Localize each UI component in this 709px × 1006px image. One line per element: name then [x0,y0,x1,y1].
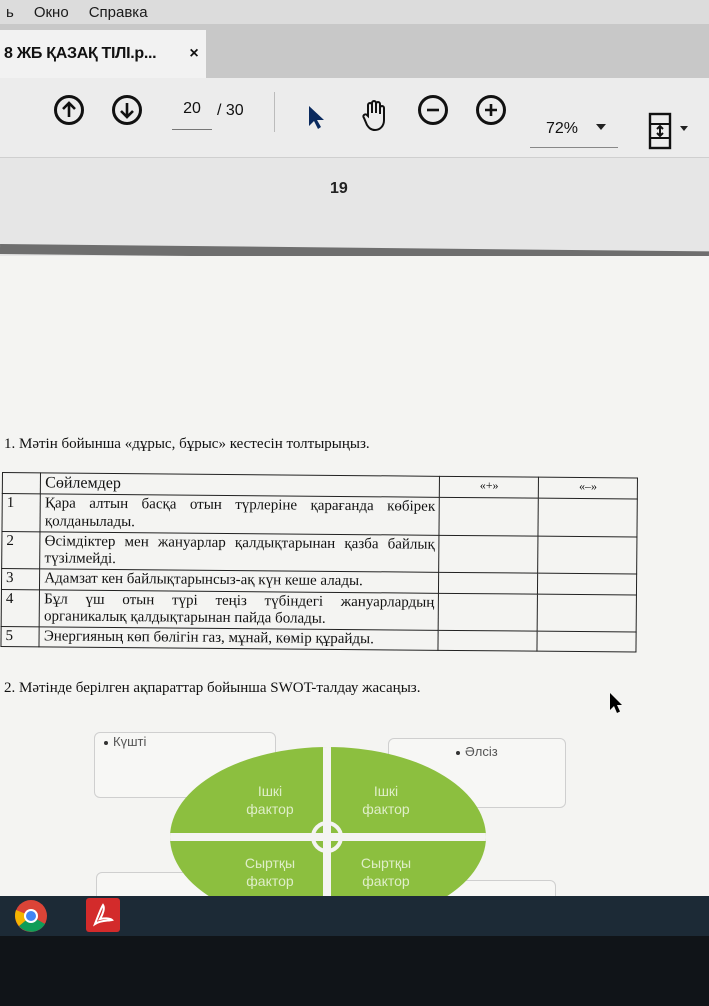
plus-icon [483,102,499,118]
swot-horizontal-divider [166,833,490,841]
row-text: Энергияның көп бөлігін газ, мұнай, көмір құрайды. [39,627,438,651]
document-page [0,256,709,916]
quadrant-tl-line2: фактор [246,801,294,817]
row-number: 2 [2,531,41,569]
previous-page-button[interactable] [54,95,84,125]
row-number: 4 [1,589,40,627]
mouse-cursor [608,692,624,719]
table-header-true: «+» [440,476,539,498]
taskbar [0,896,709,1006]
page-total: / 30 [217,102,244,119]
quadrant-bl-line1: Сыртқы [244,855,296,871]
row-text: Бұл үш отын түрі теңіз түбіндегі жануарлардың органикалық қалдықтарынан пайда болады. [39,589,438,630]
quadrant-tl-line1: Ішкі [257,783,283,799]
true-cell [439,573,538,594]
select-tool-button[interactable] [306,104,326,135]
table-row [2,531,637,574]
hand-icon [360,98,390,132]
table-row [2,494,637,537]
false-cell [538,536,637,574]
zoom-value: 72% [546,120,579,137]
false-cell [537,631,636,652]
true-cell [439,593,538,631]
toolbar [0,78,709,158]
chrome-icon[interactable] [12,898,50,939]
table-row [1,627,636,653]
table-header-false: «–» [538,477,637,499]
row-text: Өсімдіктер мен жануарлар қалдықтарынан қазба байлық түзілмейді. [40,532,439,573]
minus-icon [425,102,441,118]
question-2: 2. Мәтінде берілген ақпараттар бойынша SWOT-талдау жасаңыз. [4,680,421,696]
quadrant-bl-line2: фактор [246,873,294,889]
next-page-button[interactable] [112,95,142,125]
true-cell [439,535,538,573]
table-header-sentences: Сөйлемдер [41,473,440,498]
page-label: 19 [330,180,348,197]
swot-weaknesses-label: Әлсіз [456,744,498,759]
zoom-select[interactable] [530,116,618,148]
tab-title: 8 ЖБ ҚАЗАҚ ТІЛІ.р... [4,45,157,62]
false-cell [537,594,636,632]
document-tab[interactable] [0,30,206,78]
true-false-table [0,472,638,653]
toolbar-divider [274,92,275,132]
quadrant-tr-line1: Ішкі [373,783,399,799]
true-cell [438,630,537,651]
question-1: 1. Мәтін бойынша «дұрыс, бұрыс» кестесін толтырыңыз. [4,436,370,452]
false-cell [538,499,637,537]
fit-page-button[interactable] [648,112,694,157]
cursor-arrow-icon [306,104,326,130]
cursor-arrow-icon [608,692,624,714]
page-number-input[interactable]: 20 [172,100,212,130]
arrow-up-icon [61,101,77,119]
close-tab-button[interactable]: × [189,45,199,62]
arrow-down-icon [119,101,135,119]
row-number: 5 [1,627,39,648]
tab-strip [0,24,709,78]
swot-strengths-label: Күшті [104,734,146,749]
fit-page-icon [648,112,694,152]
hand-tool-button[interactable] [360,98,390,137]
table-header-number [2,473,40,495]
menu-item-file[interactable]: ь [6,3,14,21]
menu-item-window[interactable]: Окно [33,3,69,21]
quadrant-br-line1: Сыртқы [360,855,412,871]
quadrant-br-line2: фактор [362,873,410,889]
menu-bar [0,0,709,24]
true-cell [439,498,538,536]
row-number: 1 [2,494,41,532]
document-viewport[interactable] [0,158,709,896]
menu-item-help[interactable]: Справка [88,3,148,21]
zoom-in-button[interactable] [476,95,506,125]
quadrant-tr-line2: фактор [362,801,410,817]
false-cell [538,574,637,595]
row-text: Қара алтын басқа отын түрлеріне қарағанда көбірек қолданылады. [40,494,439,535]
row-text: Адамзат кен байлықтарынсыз-ақ күн кеше алады. [40,569,439,593]
table-row [1,589,636,632]
zoom-out-button[interactable] [418,95,448,125]
chevron-down-icon [596,124,606,130]
acrobat-icon[interactable] [86,898,120,932]
row-number: 3 [1,569,39,590]
